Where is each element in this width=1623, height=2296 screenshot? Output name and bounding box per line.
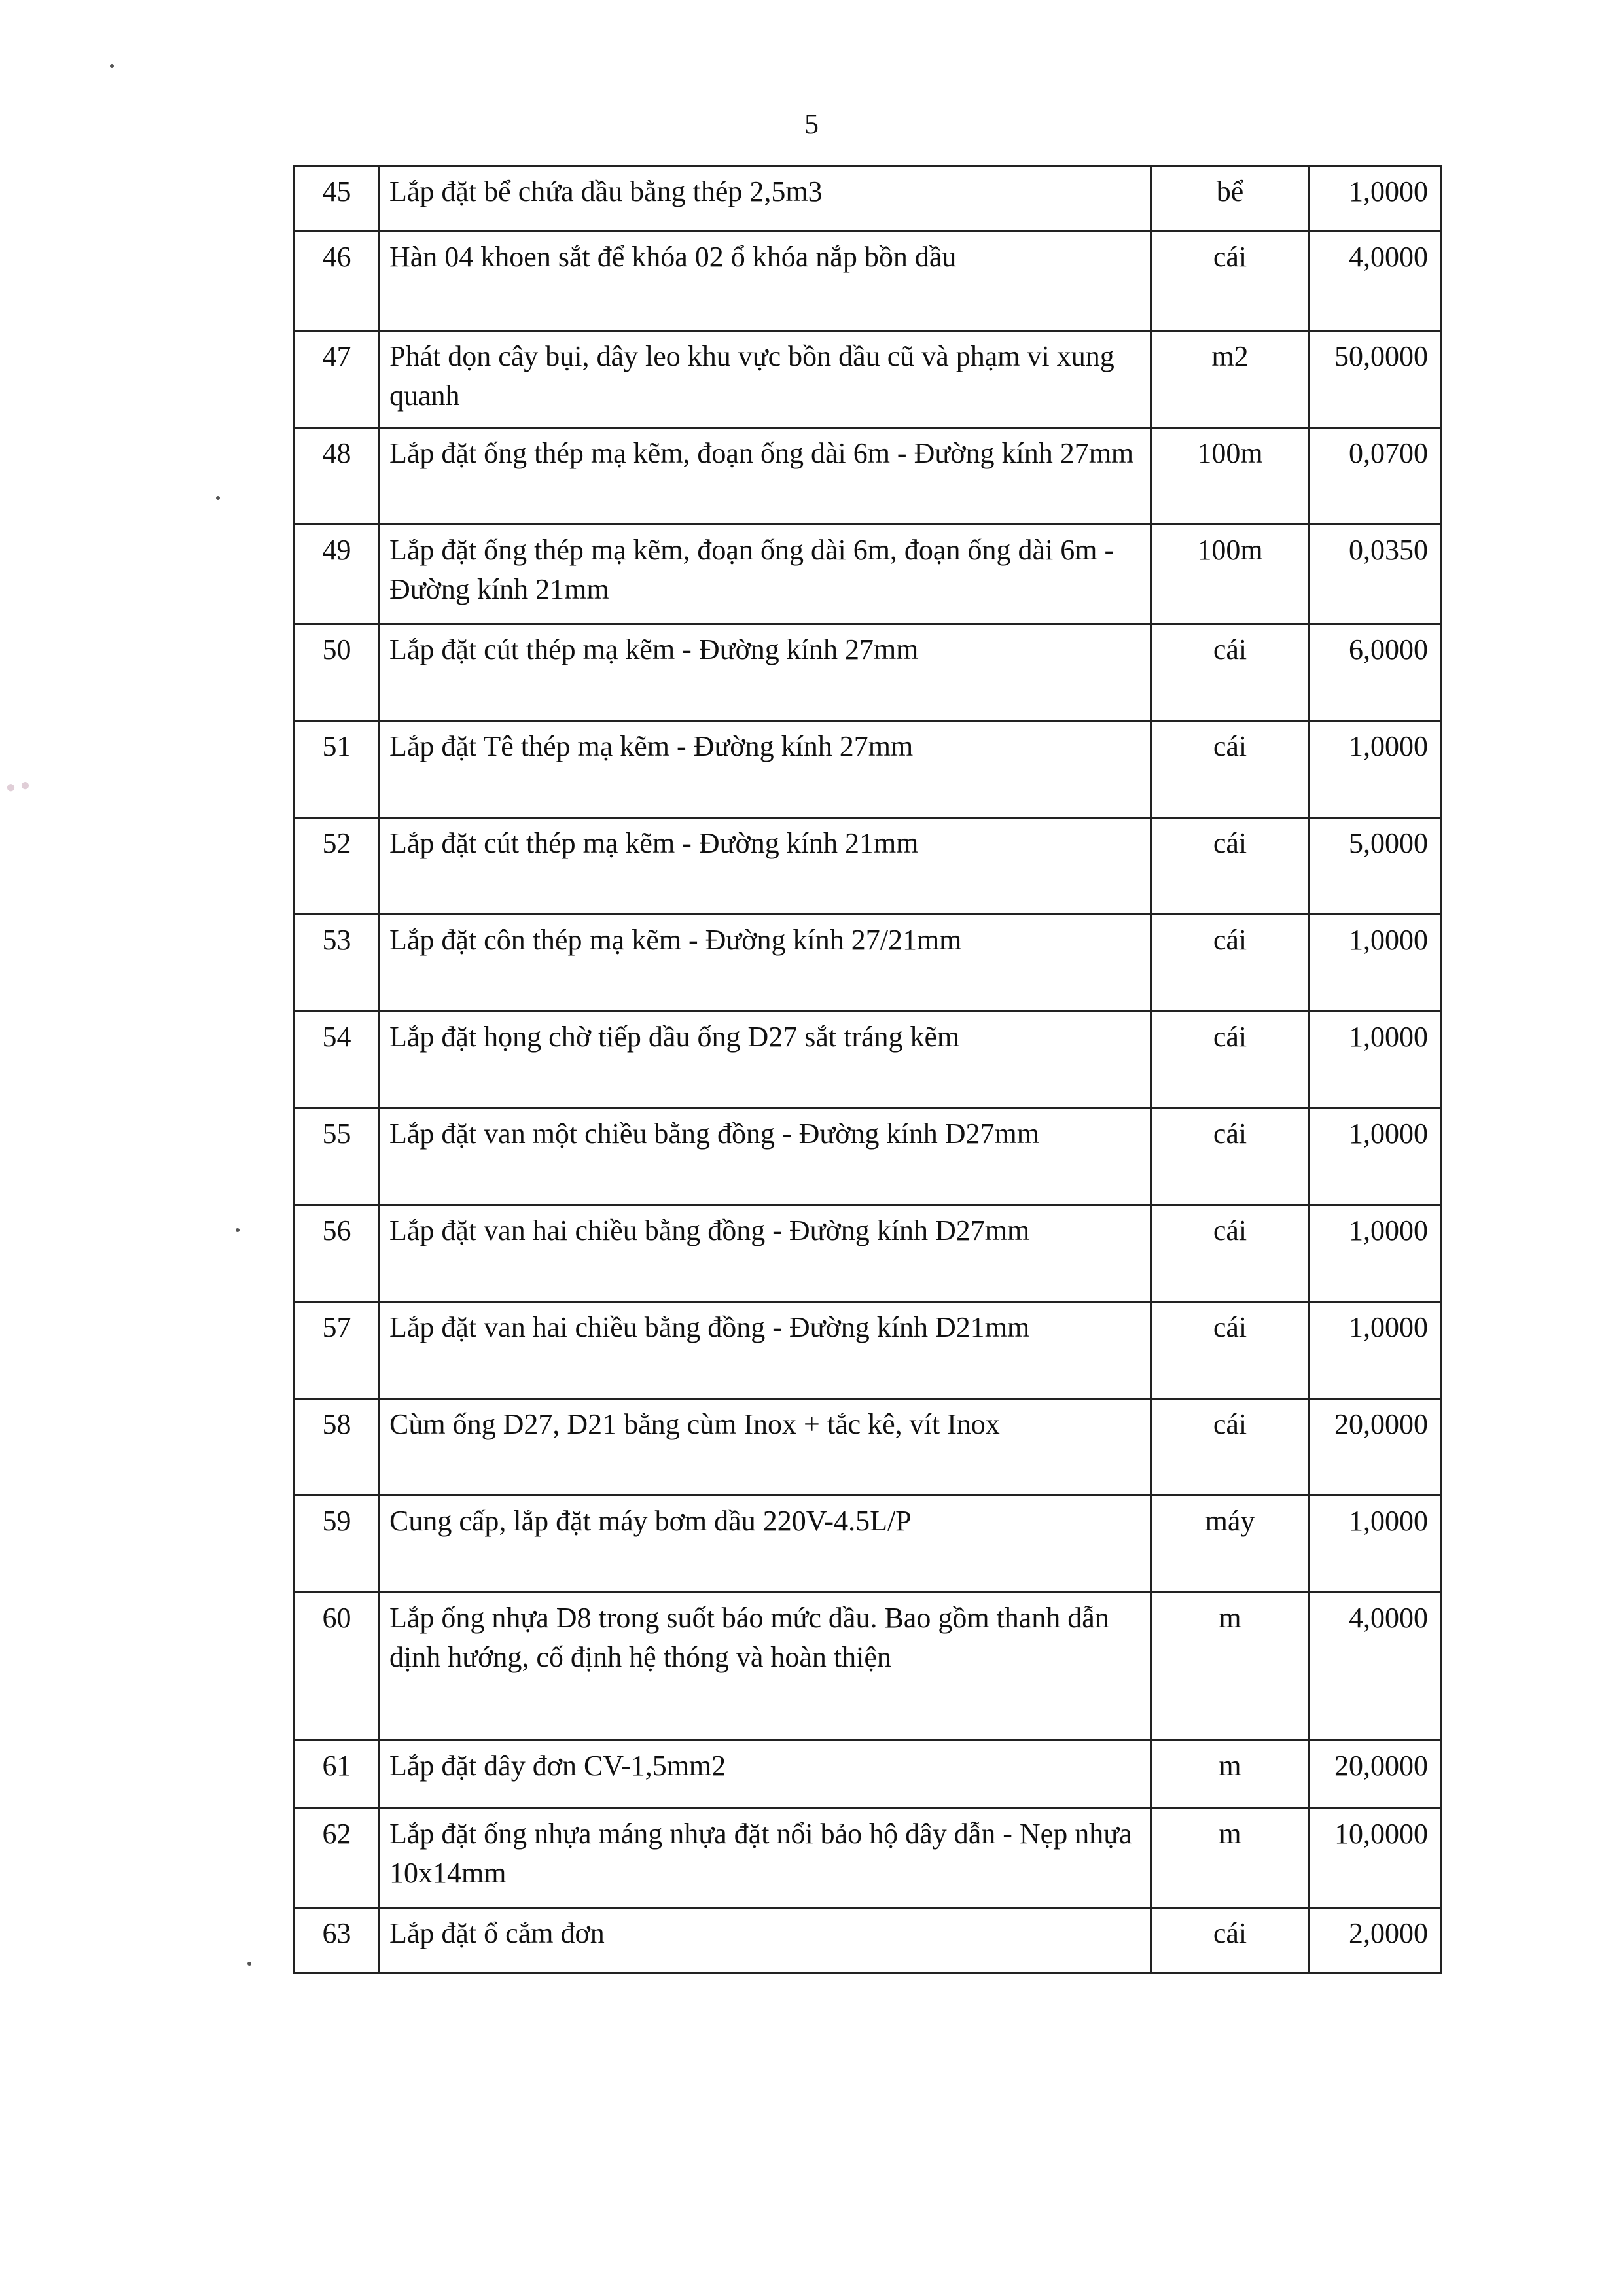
row-number-cell: 47 (294, 331, 380, 428)
row-number-cell: 46 (294, 232, 380, 331)
row-number-cell: 45 (294, 166, 380, 232)
quantity-cell: 20,0000 (1309, 1399, 1441, 1496)
table-row (294, 428, 1441, 525)
row-number-cell: 52 (294, 818, 380, 915)
table-row (294, 1205, 1441, 1302)
table-row (294, 232, 1441, 331)
row-number-cell: 57 (294, 1302, 380, 1399)
row-number-cell: 51 (294, 721, 380, 818)
item-description-cell: Lắp đặt dây đơn CV-1,5mm2 (380, 1740, 1152, 1809)
item-description-cell: Phát dọn cây bụi, dây leo khu vực bồn dầu cũ và phạm vi xung quanh (380, 331, 1152, 428)
quantity-cell: 1,0000 (1309, 721, 1441, 818)
row-number-cell: 49 (294, 525, 380, 624)
table-row (294, 818, 1441, 915)
row-number-cell: 54 (294, 1012, 380, 1108)
item-description-cell: Lắp đặt van một chiều bằng đồng - Đường kính D27mm (380, 1108, 1152, 1205)
item-description-cell: Lắp đặt ống thép mạ kẽm, đoạn ống dài 6m - Đường kính 27mm (380, 428, 1152, 525)
unit-cell: cái (1152, 915, 1309, 1012)
row-number-cell: 63 (294, 1908, 380, 1973)
unit-cell: máy (1152, 1496, 1309, 1593)
row-number-cell: 48 (294, 428, 380, 525)
quantity-cell: 0,0700 (1309, 428, 1441, 525)
quantity-cell: 1,0000 (1309, 1012, 1441, 1108)
unit-cell: cái (1152, 818, 1309, 915)
quantity-cell: 6,0000 (1309, 624, 1441, 721)
quantity-cell: 50,0000 (1309, 331, 1441, 428)
stamp-bleed-mark: ● ● (4, 775, 32, 798)
table-row (294, 1908, 1441, 1973)
quantity-cell: 4,0000 (1309, 232, 1441, 331)
item-description-cell: Lắp đặt côn thép mạ kẽm - Đường kính 27/21mm (380, 915, 1152, 1012)
row-number-cell: 60 (294, 1593, 380, 1740)
table-row (294, 1302, 1441, 1399)
item-description-cell: Lắp đặt van hai chiều bằng đồng - Đường kính D27mm (380, 1205, 1152, 1302)
quantity-table-container (293, 165, 1440, 1974)
unit-cell: cái (1152, 1302, 1309, 1399)
table-row (294, 1740, 1441, 1809)
item-description-cell: Lắp đặt ống nhựa máng nhựa đặt nổi bảo hộ dây dẫn - Nẹp nhựa 10x14mm (380, 1809, 1152, 1908)
table-row (294, 624, 1441, 721)
unit-cell: cái (1152, 1205, 1309, 1302)
row-number-cell: 53 (294, 915, 380, 1012)
row-number-cell: 58 (294, 1399, 380, 1496)
quantity-cell: 1,0000 (1309, 1205, 1441, 1302)
table-row (294, 1496, 1441, 1593)
table-row (294, 525, 1441, 624)
item-description-cell: Lắp đặt cút thép mạ kẽm - Đường kính 27mm (380, 624, 1152, 721)
unit-cell: cái (1152, 232, 1309, 331)
item-description-cell: Lắp đặt ống thép mạ kẽm, đoạn ống dài 6m, đoạn ống dài 6m - Đường kính 21mm (380, 525, 1152, 624)
unit-cell: cái (1152, 1908, 1309, 1973)
unit-cell: 100m (1152, 525, 1309, 624)
item-description-cell: Lắp đặt họng chờ tiếp dầu ống D27 sắt tráng kẽm (380, 1012, 1152, 1108)
item-description-cell: Lắp đặt van hai chiều bằng đồng - Đường kính D21mm (380, 1302, 1152, 1399)
scan-speck (110, 64, 114, 68)
table-row (294, 166, 1441, 232)
quantity-cell: 0,0350 (1309, 525, 1441, 624)
unit-cell: cái (1152, 1399, 1309, 1496)
row-number-cell: 59 (294, 1496, 380, 1593)
item-description-cell: Lắp đặt bể chứa dầu bằng thép 2,5m3 (380, 166, 1152, 232)
item-description-cell: Lắp ống nhựa D8 trong suốt báo mức dầu. Bao gồm thanh dẫn dịnh hướng, cố định hệ thóng và hoàn thiện (380, 1593, 1152, 1740)
quantity-table (293, 165, 1442, 1974)
table-row (294, 1593, 1441, 1740)
quantity-cell: 2,0000 (1309, 1908, 1441, 1973)
quantity-cell: 1,0000 (1309, 166, 1441, 232)
quantity-cell: 1,0000 (1309, 1496, 1441, 1593)
unit-cell: cái (1152, 1012, 1309, 1108)
table-body (294, 166, 1441, 1973)
quantity-cell: 4,0000 (1309, 1593, 1441, 1740)
table-row (294, 915, 1441, 1012)
quantity-cell: 10,0000 (1309, 1809, 1441, 1908)
unit-cell: m (1152, 1593, 1309, 1740)
item-description-cell: Lắp đặt Tê thép mạ kẽm - Đường kính 27mm (380, 721, 1152, 818)
item-description-cell: Lắp đặt cút thép mạ kẽm - Đường kính 21mm (380, 818, 1152, 915)
quantity-cell: 5,0000 (1309, 818, 1441, 915)
quantity-cell: 1,0000 (1309, 915, 1441, 1012)
row-number-cell: 55 (294, 1108, 380, 1205)
item-description-cell: Cùm ống D27, D21 bằng cùm Inox + tắc kê, vít Inox (380, 1399, 1152, 1496)
item-description-cell: Lắp đặt ổ cắm đơn (380, 1908, 1152, 1973)
unit-cell: m (1152, 1809, 1309, 1908)
item-description-cell: Cung cấp, lắp đặt máy bơm dầu 220V-4.5L/P (380, 1496, 1152, 1593)
page-number: 5 (804, 108, 819, 140)
table-row (294, 1108, 1441, 1205)
row-number-cell: 61 (294, 1740, 380, 1809)
row-number-cell: 62 (294, 1809, 380, 1908)
unit-cell: 100m (1152, 428, 1309, 525)
scan-speck (247, 1962, 251, 1966)
quantity-cell: 20,0000 (1309, 1740, 1441, 1809)
unit-cell: cái (1152, 624, 1309, 721)
scan-speck (236, 1228, 240, 1232)
table-row (294, 1809, 1441, 1908)
quantity-cell: 1,0000 (1309, 1108, 1441, 1205)
table-row (294, 1399, 1441, 1496)
unit-cell: cái (1152, 721, 1309, 818)
unit-cell: cái (1152, 1108, 1309, 1205)
scan-speck (216, 496, 220, 500)
item-description-cell: Hàn 04 khoen sắt để khóa 02 ổ khóa nắp bồn dầu (380, 232, 1152, 331)
unit-cell: m (1152, 1740, 1309, 1809)
row-number-cell: 56 (294, 1205, 380, 1302)
table-row (294, 1012, 1441, 1108)
unit-cell: bể (1152, 166, 1309, 232)
table-row (294, 721, 1441, 818)
table-row (294, 331, 1441, 428)
quantity-cell: 1,0000 (1309, 1302, 1441, 1399)
row-number-cell: 50 (294, 624, 380, 721)
unit-cell: m2 (1152, 331, 1309, 428)
